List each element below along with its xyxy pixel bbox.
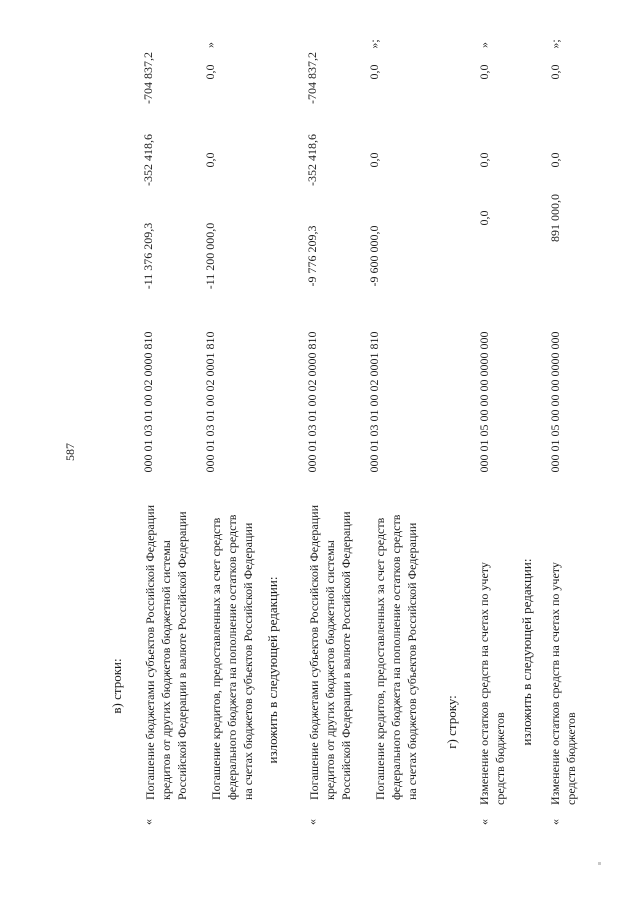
row-5-code: 000 01 05 00 00 00 0000 000 (477, 331, 491, 473)
row-6-value-2: 0,0 (548, 152, 562, 168)
row-1-description: Погашение бюджетами субъектов Российской Федерации кредитов от других бюджетов бюджетной системы Российской Федерации в валюте Российской Федерации (143, 505, 189, 800)
row-1-value-2: -352 418,6 (141, 134, 155, 186)
row-6-value-1: 891 000,0 (548, 194, 562, 242)
quote-open-5: « (477, 819, 491, 825)
row-2-value-3: 0,0 (203, 64, 217, 80)
row-3-value-1: -9 776 209,3 (305, 225, 319, 287)
heading-new-edition-1: изложить в следующей редакции: (265, 576, 280, 764)
heading-g: г) строку: (444, 695, 459, 749)
row-4-value-1: -9 600 000,0 (367, 225, 381, 287)
page-number: 587 (63, 443, 77, 461)
scan-speck (598, 862, 601, 865)
row-6-value-3: 0,0 (548, 64, 562, 80)
row-3-value-2: -352 418,6 (305, 134, 319, 186)
row-2-description: Погашение кредитов, предоставленных за счет средств федерального бюджета на пополнение остатков средств на счетах бюджетов субъектов Российской Федерации (209, 514, 255, 800)
row-5-end-mark: » (477, 42, 491, 48)
row-6-description: Изменение остатков средств на счетах по учету средств бюджетов (548, 562, 578, 805)
row-2-value-1: -11 200 000,0 (203, 222, 217, 290)
row-5-value-2: 0,0 (477, 152, 491, 168)
row-6-end-mark: »; (548, 39, 562, 49)
row-6-code: 000 01 05 00 00 00 0000 000 (548, 331, 562, 473)
row-5-value-1: 0,0 (477, 210, 491, 226)
quote-open-3: « (305, 819, 319, 825)
row-2-value-2: 0,0 (203, 152, 217, 168)
heading-new-edition-2: изложить в следующей редакции: (519, 558, 534, 746)
quote-open-6: « (548, 819, 562, 825)
row-4-end-mark: »; (367, 39, 381, 49)
row-1-code: 000 01 03 01 00 02 0000 810 (141, 331, 155, 473)
row-5-value-3: 0,0 (477, 64, 491, 80)
row-4-value-2: 0,0 (367, 152, 381, 168)
quote-open-1: « (141, 819, 155, 825)
row-2-code: 000 01 03 01 00 02 0001 810 (203, 331, 217, 473)
row-2-end-mark: » (203, 42, 217, 48)
heading-v: в) строки: (109, 658, 124, 714)
row-3-code: 000 01 03 01 00 02 0000 810 (305, 331, 319, 473)
row-1-value-3: -704 837,2 (141, 52, 155, 104)
row-5-description: Изменение остатков средств на счетах по учету средств бюджетов (477, 562, 507, 805)
row-3-value-3: -704 837,2 (305, 52, 319, 104)
row-4-value-3: 0,0 (367, 64, 381, 80)
row-4-description: Погашение кредитов, предоставленных за счет средств федерального бюджета на пополнение остатков средств на счетах бюджетов субъектов Российской Федерации (373, 514, 419, 800)
row-1-value-1: -11 376 209,3 (141, 222, 155, 290)
row-4-code: 000 01 03 01 00 02 0001 810 (367, 331, 381, 473)
row-3-description: Погашение бюджетами субъектов Российской Федерации кредитов от других бюджетов бюджетной системы Российской Федерации в валюте Российской Федерации (307, 505, 353, 800)
